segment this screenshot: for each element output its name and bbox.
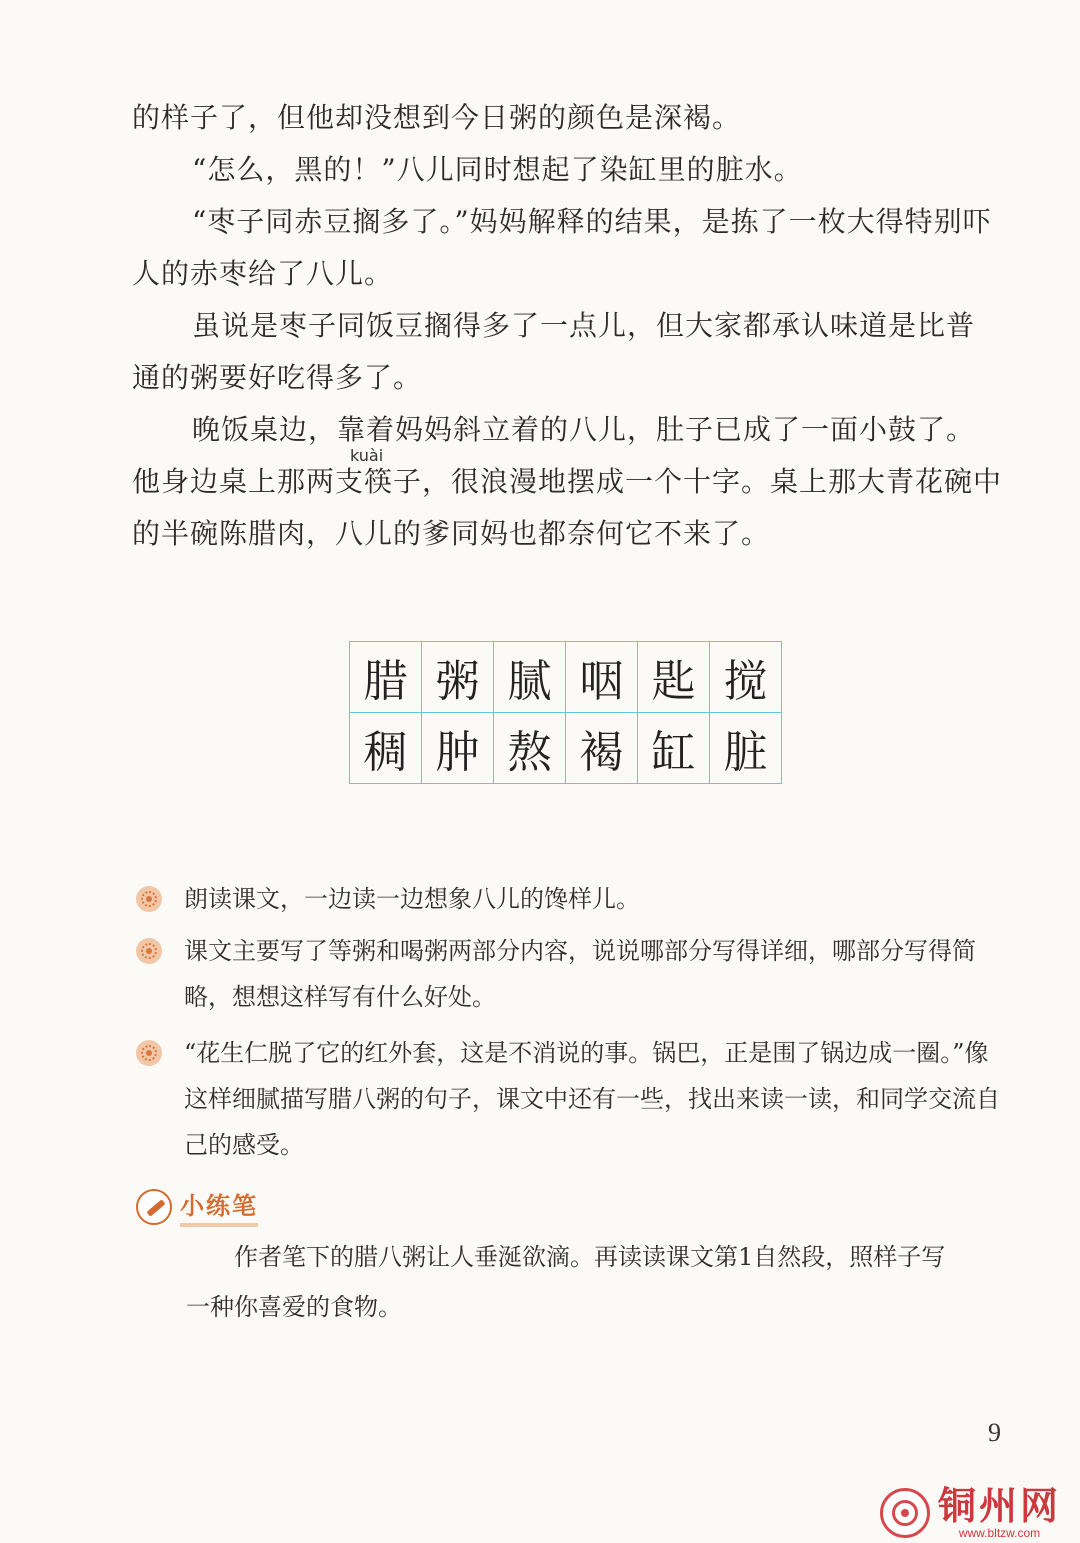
character-cell: 缸: [638, 713, 710, 784]
watermark-title: 铜州网: [938, 1483, 1062, 1528]
question-2: [136, 928, 1006, 1020]
character-cell: 粥: [422, 642, 494, 713]
character-cell: 肿: [422, 713, 494, 784]
question-bullet-icon: [136, 938, 162, 964]
question-1: [136, 876, 1006, 922]
seal-logo-icon: [880, 1488, 930, 1538]
paragraph-1: 的样子了，但他却没想到今日粥的颜色是深褐。: [132, 101, 742, 134]
question-text: 课文主要写了等粥和喝粥两部分内容，说说哪部分写得详细，哪部分写得简略，想想这样写有什么好处。: [184, 937, 976, 1011]
character-cell: 脏: [710, 713, 782, 784]
characters-row-2: [350, 713, 782, 784]
paragraph-3: “枣子同赤豆搁多了。”妈妈解释的结果，是拣了一枚大得特别吓人的赤枣给了八儿。: [132, 205, 992, 290]
site-watermark: [880, 1483, 1062, 1540]
question-text: 朗读课文，一边读一边想象八儿的馋样儿。: [184, 885, 640, 913]
practice-line-2: 一种你喜爱的食物。: [186, 1293, 402, 1321]
character-cell: 褐: [566, 713, 638, 784]
character-cell: 咽: [566, 642, 638, 713]
character-cell: 腻: [494, 642, 566, 713]
character-cell: 熬: [494, 713, 566, 784]
character-cell: 匙: [638, 642, 710, 713]
practice-label: 小练笔: [180, 1186, 258, 1227]
practice-section-title: [136, 1186, 258, 1227]
paragraph-4: 虽说是枣子同饭豆搁得多了一点儿，但大家都承认味道是比普通的粥要好吃得多了。: [132, 309, 976, 394]
paragraph-5: 晚饭桌边，靠着妈妈斜立着的八儿，肚子已成了一面小鼓了。他身边桌上那两支筷子，很浪漫地摆成一个十字。桌上那大青花碗中的半碗陈腊肉，八儿的爹同妈也都奈何它不来了。: [132, 413, 1003, 550]
question-3: [136, 1030, 1006, 1168]
question-text: “花生仁脱了它的红外套，这是不消说的事。锅巴，正是围了锅边成一圈。”像这样细腻描写腊八粥的句子，课文中还有一些，找出来读一读，和同学交流自己的感受。: [184, 1039, 1000, 1159]
character-cell: 稠: [350, 713, 422, 784]
page-number: 9: [988, 1418, 1001, 1447]
pinyin-annotation: kuài: [350, 446, 384, 465]
characters-row-1: [350, 642, 782, 713]
practice-line-1: 作者笔下的腊八粥让人垂涎欲滴。再读读课文第1自然段，照样子写: [234, 1243, 946, 1271]
character-cell: 腊: [350, 642, 422, 713]
question-bullet-icon: [136, 886, 162, 912]
pen-icon: [136, 1189, 172, 1225]
new-characters-grid: [349, 641, 782, 784]
practice-instructions: [186, 1232, 1006, 1332]
question-bullet-icon: [136, 1040, 162, 1066]
watermark-url: www.bltzw.com: [958, 1526, 1041, 1540]
character-cell: 搅: [710, 642, 782, 713]
paragraph-2: “怎么，黑的！”八儿同时想起了染缸里的脏水。: [192, 153, 803, 186]
